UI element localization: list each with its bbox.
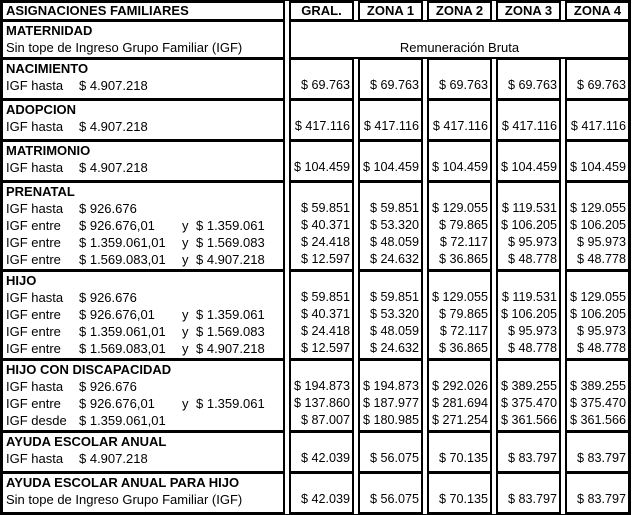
value: $ 137.860 (293, 396, 350, 410)
label-row (6, 323, 283, 340)
value: $ 59.851 (300, 201, 350, 215)
section-title: NACIMIENTO (6, 61, 89, 76)
merged-value-cell (289, 20, 630, 59)
value-cell (565, 472, 630, 514)
section-left-cell (1, 472, 285, 514)
label-prefix: IGF entre (6, 307, 61, 322)
label-conjunction: y (182, 341, 189, 356)
label-row (6, 200, 283, 217)
section-left-cell (1, 140, 285, 182)
value: $ 79.865 (438, 307, 488, 321)
value-cell (565, 270, 630, 360)
value-cell (289, 58, 354, 100)
label-amount2: $ 1.359.061 (196, 396, 265, 411)
label-row (6, 217, 283, 234)
value: $ 48.059 (369, 324, 419, 338)
section-left-cell (1, 359, 285, 432)
value: $ 106.205 (569, 307, 626, 321)
value: $ 53.320 (369, 307, 419, 321)
value: $ 83.797 (576, 451, 626, 465)
value-cell (427, 181, 492, 271)
value: $ 69.763 (438, 78, 488, 92)
value-cell (358, 140, 423, 182)
label-row (6, 491, 283, 508)
value: $ 417.116 (294, 119, 350, 133)
label-amount2: $ 4.907.218 (196, 252, 265, 267)
section-matrimonio (1, 140, 630, 182)
value: $ 106.205 (569, 218, 626, 232)
section-nacimiento (1, 58, 630, 100)
value-cell (289, 181, 354, 271)
label-row (6, 378, 283, 395)
value-cell (358, 58, 423, 100)
label-prefix: IGF entre (6, 324, 61, 339)
label-prefix: IGF desde (6, 413, 67, 428)
label-row (6, 118, 283, 135)
label-row (6, 234, 283, 251)
value-cell (496, 270, 561, 360)
label-row (6, 159, 283, 176)
label-amount: $ 1.569.083,01 (79, 252, 166, 267)
value-cell (358, 181, 423, 271)
section-title: HIJO (6, 273, 37, 288)
value-cell (427, 431, 492, 473)
value: $ 69.763 (300, 78, 350, 92)
value: $ 40.371 (300, 218, 350, 232)
value: $ 42.039 (300, 451, 350, 465)
value: $ 24.632 (369, 341, 419, 355)
value: $ 95.973 (507, 235, 557, 249)
value-cell (427, 99, 492, 141)
label-text: Sin tope de Ingreso Grupo Familiar (IGF) (6, 492, 243, 507)
value: $ 48.778 (507, 252, 557, 266)
value: $ 70.135 (438, 492, 488, 506)
label-amount: $ 926.676 (79, 290, 137, 305)
value-cell (427, 359, 492, 432)
column-header-zona-4: ZONA 4 (565, 1, 630, 21)
label-amount2: $ 1.359.061 (196, 307, 265, 322)
label-amount: $ 926.676 (79, 201, 137, 216)
section-title: AYUDA ESCOLAR ANUAL PARA HIJO (6, 475, 240, 490)
label-prefix: IGF entre (6, 396, 61, 411)
label-conjunction: y (182, 396, 189, 411)
label-amount2: $ 1.569.083 (196, 235, 265, 250)
table-body (1, 20, 630, 514)
label-prefix: IGF hasta (6, 290, 64, 305)
value: $ 24.418 (300, 324, 350, 338)
label-prefix: IGF entre (6, 235, 61, 250)
label-amount: $ 1.359.061,01 (79, 413, 166, 428)
label-conjunction: y (182, 252, 189, 267)
page-title: ASIGNACIONES FAMILIARES (6, 3, 189, 18)
label-amount: $ 4.907.218 (79, 451, 148, 466)
label-amount2: $ 4.907.218 (196, 341, 265, 356)
value: $ 95.973 (576, 235, 626, 249)
value-cell (289, 472, 354, 514)
value: $ 194.873 (293, 379, 350, 393)
value: $ 361.566 (500, 413, 557, 427)
label-amount: $ 1.359.061,01 (79, 324, 166, 339)
value: $ 361.566 (569, 413, 626, 427)
label-prefix: IGF entre (6, 218, 61, 233)
value-cell (358, 359, 423, 432)
value: $ 389.255 (569, 379, 626, 393)
column-header-zona-2: ZONA 2 (427, 1, 492, 21)
label-prefix: IGF hasta (6, 78, 64, 93)
section-hijo (1, 270, 630, 360)
value-cell (427, 58, 492, 100)
label-row (6, 289, 283, 306)
label-row (6, 251, 283, 268)
label-conjunction: y (182, 235, 189, 250)
value: $ 95.973 (576, 324, 626, 338)
label-conjunction: y (182, 307, 189, 322)
label-prefix: IGF hasta (6, 451, 64, 466)
value: $ 48.778 (576, 341, 626, 355)
label-prefix: IGF hasta (6, 119, 64, 134)
label-amount2: $ 1.569.083 (196, 324, 265, 339)
value-cell (358, 472, 423, 514)
value: $ 104.459 (293, 160, 350, 174)
value-cell (358, 270, 423, 360)
merged-value-text: Remuneración Bruta (399, 40, 520, 55)
value: $ 69.763 (369, 78, 419, 92)
section-title: ADOPCION (6, 102, 77, 117)
value-cell (496, 181, 561, 271)
value-cell (289, 359, 354, 432)
value: $ 95.973 (507, 324, 557, 338)
value: $ 129.055 (569, 290, 626, 304)
value: $ 56.075 (369, 451, 419, 465)
section-title: MATRIMONIO (6, 143, 91, 158)
value-cell (289, 270, 354, 360)
value-cell (565, 181, 630, 271)
value: $ 12.597 (300, 341, 350, 355)
column-header-zona-3: ZONA 3 (496, 1, 561, 21)
value-cell (496, 472, 561, 514)
label-prefix: IGF hasta (6, 160, 64, 175)
value: $ 180.985 (362, 413, 419, 427)
value: $ 12.597 (300, 252, 350, 266)
value: $ 72.117 (439, 324, 488, 338)
value-cell (496, 431, 561, 473)
section-left-cell (1, 20, 285, 59)
value: $ 36.865 (438, 341, 488, 355)
value-cell (358, 431, 423, 473)
section-left-cell (1, 270, 285, 360)
value: $ 417.116 (501, 119, 557, 133)
label-amount: $ 926.676,01 (79, 396, 155, 411)
value-cell (289, 99, 354, 141)
value: $ 375.470 (569, 396, 626, 410)
value-cell (427, 270, 492, 360)
value: $ 375.470 (500, 396, 557, 410)
label-prefix: IGF entre (6, 252, 61, 267)
value: $ 83.797 (576, 492, 626, 506)
value: $ 69.763 (507, 78, 557, 92)
value: $ 59.851 (300, 290, 350, 304)
value-cell (496, 359, 561, 432)
label-amount: $ 4.907.218 (79, 160, 148, 175)
value-cell (496, 99, 561, 141)
section-ayuda-escolar-anual-para-hijo (1, 472, 630, 514)
value: $ 83.797 (507, 492, 557, 506)
value: $ 48.778 (507, 341, 557, 355)
label-row (6, 77, 283, 94)
column-header-gral: GRAL. (289, 1, 354, 21)
value: $ 119.531 (501, 290, 557, 304)
section-left-cell (1, 431, 285, 473)
value-cell (565, 140, 630, 182)
label-amount: $ 926.676,01 (79, 218, 155, 233)
section-left-cell (1, 99, 285, 141)
value: $ 48.059 (369, 235, 419, 249)
value-cell (565, 58, 630, 100)
value: $ 106.205 (500, 307, 557, 321)
label-amount: $ 4.907.218 (79, 78, 148, 93)
value: $ 129.055 (569, 201, 626, 215)
label-prefix: IGF entre (6, 341, 61, 356)
label-text: Sin tope de Ingreso Grupo Familiar (IGF) (6, 40, 243, 55)
value: $ 417.116 (570, 119, 626, 133)
label-row (6, 39, 283, 56)
value: $ 187.977 (362, 396, 419, 410)
value-cell (565, 359, 630, 432)
label-conjunction: y (182, 324, 189, 339)
value: $ 417.116 (363, 119, 419, 133)
value: $ 56.075 (369, 492, 419, 506)
label-amount2: $ 1.359.061 (196, 218, 265, 233)
value: $ 104.459 (431, 160, 488, 174)
value: $ 79.865 (438, 218, 488, 232)
label-row (6, 306, 283, 323)
section-hijo-con-discapacidad (1, 359, 630, 432)
label-row (6, 412, 283, 429)
label-prefix: IGF hasta (6, 379, 64, 394)
section-adopcion (1, 99, 630, 141)
value: $ 24.418 (300, 235, 350, 249)
value: $ 48.778 (576, 252, 626, 266)
label-amount: $ 926.676,01 (79, 307, 155, 322)
value-cell (496, 140, 561, 182)
section-left-cell (1, 181, 285, 271)
value: $ 119.531 (501, 201, 557, 215)
value: $ 87.007 (300, 413, 350, 427)
section-left-cell (1, 58, 285, 100)
value: $ 104.459 (569, 160, 626, 174)
section-ayuda-escolar-anual (1, 431, 630, 473)
value: $ 36.865 (438, 252, 488, 266)
value-cell (565, 431, 630, 473)
value: $ 129.055 (431, 290, 488, 304)
table-header-row (1, 1, 630, 21)
value: $ 59.851 (369, 290, 419, 304)
label-amount: $ 926.676 (79, 379, 137, 394)
value: $ 194.873 (362, 379, 419, 393)
value-cell (289, 431, 354, 473)
value: $ 40.371 (300, 307, 350, 321)
label-row (6, 395, 283, 412)
label-prefix: IGF hasta (6, 201, 64, 216)
label-amount: $ 4.907.218 (79, 119, 148, 134)
value: $ 129.055 (431, 201, 488, 215)
value: $ 70.135 (438, 451, 488, 465)
value: $ 53.320 (369, 218, 419, 232)
value: $ 271.254 (431, 413, 488, 427)
value: $ 417.116 (432, 119, 488, 133)
value: $ 24.632 (369, 252, 419, 266)
section-title: PRENATAL (6, 184, 75, 199)
value: $ 106.205 (500, 218, 557, 232)
value-cell (427, 472, 492, 514)
value: $ 83.797 (507, 451, 557, 465)
value: $ 389.255 (500, 379, 557, 393)
value: $ 104.459 (500, 160, 557, 174)
value-cell (358, 99, 423, 141)
section-title: MATERNIDAD (6, 23, 93, 38)
section-title: AYUDA ESCOLAR ANUAL (6, 434, 167, 449)
value: $ 42.039 (300, 492, 350, 506)
value-cell (289, 140, 354, 182)
label-row (6, 450, 283, 467)
value-cell (427, 140, 492, 182)
label-conjunction: y (182, 218, 189, 233)
value: $ 59.851 (369, 201, 419, 215)
column-header-zona-1: ZONA 1 (358, 1, 423, 21)
table-title-cell (1, 1, 285, 21)
value: $ 281.694 (431, 396, 488, 410)
value: $ 69.763 (576, 78, 626, 92)
section-prenatal (1, 181, 630, 271)
value-cell (496, 58, 561, 100)
value-cell (565, 99, 630, 141)
section-maternidad (1, 20, 630, 59)
value: $ 104.459 (362, 160, 419, 174)
section-title: HIJO CON DISCAPACIDAD (6, 362, 172, 377)
value: $ 292.026 (431, 379, 488, 393)
label-row (6, 340, 283, 357)
label-amount: $ 1.569.083,01 (79, 341, 166, 356)
label-amount: $ 1.359.061,01 (79, 235, 166, 250)
value: $ 72.117 (439, 235, 488, 249)
